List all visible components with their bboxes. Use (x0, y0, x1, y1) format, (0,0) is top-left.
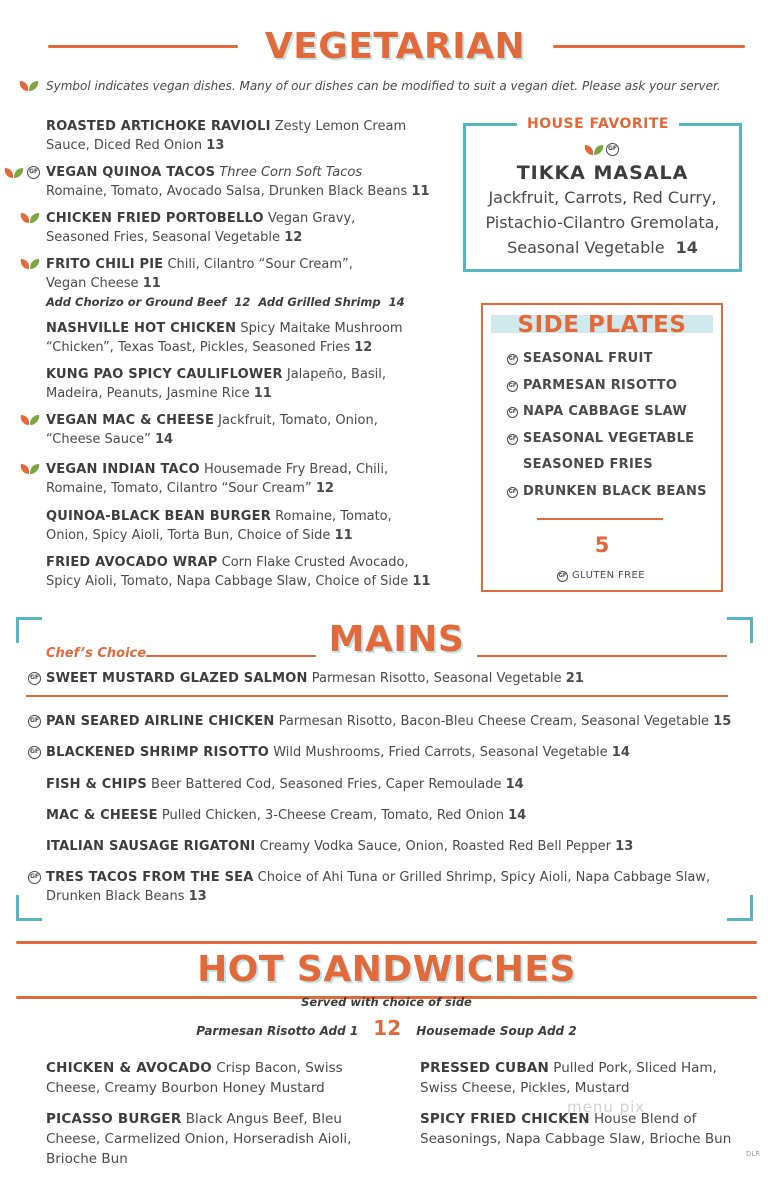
side-plates-title: SIDE PLATES (517, 312, 687, 338)
item-name: CHICKEN & AVOCADO (46, 1060, 212, 1076)
side-plates-rule (537, 518, 663, 520)
gf-circle-icon: GF (27, 166, 40, 179)
item-name: SWEET MUSTARD GLAZED SALMON (46, 671, 308, 686)
item-line1 (46, 775, 756, 794)
leaf-icon (19, 413, 41, 427)
gf-circle-icon: GF (507, 487, 518, 498)
item-desc: Romaine, Tomato, (275, 509, 392, 524)
item-line1 (46, 669, 756, 688)
gf-circle-icon: GF (28, 871, 41, 884)
chefs-choice-rule (26, 695, 728, 697)
item-line2 (46, 479, 456, 498)
item-desc: Beer Battered Cod, Seasoned Fries, Caper Remoulade (151, 777, 502, 792)
menu-item (46, 163, 456, 201)
item-line2 (46, 384, 456, 403)
item-price: 11 (412, 574, 431, 589)
item-desc: Chili, Cilantro “Sour Cream”, (167, 257, 353, 272)
item-line1 (46, 460, 456, 479)
item-price: 14 (508, 808, 527, 823)
vegan-note: Symbol indicates vegan dishes. Many of our dishes can be modified to suit a vegan diet. Please ask your server. (46, 79, 721, 93)
item-line2 (46, 526, 456, 545)
item-desc: Madeira, Peanuts, Jasmine Rice (46, 386, 250, 401)
sandwich-item (420, 1058, 750, 1098)
item-line2: Seasonings, Napa Cabbage Slaw, Brioche Bun (420, 1131, 732, 1147)
item-desc: Romaine, Tomato, Cilantro “Sour Cream” (46, 481, 312, 496)
item-price: 12 (284, 230, 303, 245)
item-desc: Corn Flake Crusted Avocado, (221, 555, 409, 570)
house-favorite-line2: Pistachio-Cilantro Gremolata, (485, 213, 720, 232)
item-line1 (46, 255, 456, 274)
item-name: PAN SEARED AIRLINE CHICKEN (46, 714, 275, 729)
menu-item (46, 553, 456, 591)
item-name: QUINOA-BLACK BEAN BURGER (46, 509, 271, 524)
item-line1 (46, 553, 456, 572)
item-price: 21 (565, 671, 584, 686)
sandwiches-rule-top (16, 941, 757, 944)
house-favorite-line3-wrap (466, 238, 739, 257)
item-price: 11 (142, 276, 161, 291)
side-plate-item: SEASONAL VEGETABLE (523, 431, 695, 446)
sandwiches-subtitle: Served with choice of side (301, 995, 472, 1009)
item-line2 (46, 274, 456, 293)
item-name: ROASTED ARTICHOKE RAVIOLI (46, 119, 271, 134)
item-desc: Housemade Fry Bread, Chili, (203, 462, 389, 477)
item-name: FISH & CHIPS (46, 777, 147, 792)
menu-item (46, 209, 456, 247)
item-extra-text: Add Chorizo or Ground Beef 12 Add Grilled Shrimp 14 (46, 295, 405, 309)
item-name: PICASSO BURGER (46, 1111, 182, 1127)
item-price: 12 (354, 340, 373, 355)
item-desc: Pulled Pork, Sliced Ham, (553, 1060, 717, 1076)
item-price: 14 (505, 777, 524, 792)
sandwich-item (46, 1109, 376, 1169)
item-desc: Parmesan Risotto, Bacon-Bleu Cheese Cream, Seasonal Vegetable (278, 714, 710, 729)
item-line1 (46, 1109, 376, 1129)
gf-circle-icon: GF (606, 143, 619, 156)
item-desc: Spicy Maitake Mushroom (240, 321, 403, 336)
sandwiches-price: 12 (373, 1016, 402, 1040)
item-line1 (46, 319, 456, 338)
menu-item (46, 460, 456, 498)
item-line1 (46, 868, 756, 887)
sandwich-item (420, 1109, 750, 1149)
item-line1 (420, 1058, 750, 1078)
item-line1 (46, 365, 456, 384)
item-desc: Vegan Gravy, (267, 211, 356, 226)
item-line3: Brioche Bun (46, 1151, 128, 1167)
menu-item (46, 411, 456, 449)
addon-left: Parmesan Risotto Add 1 (196, 1024, 359, 1038)
item-desc: Jackfruit, Tomato, Onion, (218, 413, 378, 428)
item-desc: Wild Mushrooms, Fried Carrots, Seasonal Vegetable (273, 745, 608, 760)
item-desc: Zesty Lemon Cream (274, 119, 407, 134)
vegetarian-rule-left (48, 45, 238, 48)
item-name: VEGAN INDIAN TACO (46, 462, 200, 477)
item-line1 (46, 163, 456, 182)
item-desc: Jalapeño, Basil, (286, 367, 386, 382)
item-desc: Choice of Ahi Tuna or Grilled Shrimp, Spicy Aioli, Napa Cabbage Slaw, (257, 870, 711, 885)
item-name: ITALIAN SAUSAGE RIGATONI (46, 839, 256, 854)
sandwiches-addon-row (16, 1016, 757, 1040)
item-desc: House Blend of (594, 1111, 697, 1127)
side-plate-item: SEASONED FRIES (523, 457, 653, 472)
leaf-icon (3, 166, 25, 180)
side-plates-price: 5 (594, 533, 610, 557)
item-line1 (420, 1109, 750, 1129)
item-price: 13 (188, 889, 207, 904)
sandwiches-title: HOT SANDWICHES (197, 949, 576, 990)
item-line1 (46, 411, 456, 430)
leaf-icon (19, 257, 41, 271)
leaf-icon (18, 79, 40, 93)
item-line1 (46, 712, 756, 731)
item-name: PRESSED CUBAN (420, 1060, 549, 1076)
gf-circle-icon: GF (28, 672, 41, 685)
item-line2 (46, 338, 456, 357)
item-price: 13 (206, 138, 225, 153)
addon-right: Housemade Soup Add 2 (416, 1024, 577, 1038)
menu-item (46, 255, 456, 312)
gf-circle-icon: GF (507, 434, 518, 445)
item-line2: Cheese, Carmelized Onion, Horseradish Aioli, (46, 1131, 352, 1147)
item-price: 11 (334, 528, 353, 543)
item-line1 (46, 507, 456, 526)
side-plate-item: DRUNKEN BLACK BEANS (523, 484, 707, 499)
chefs-choice-label: Chef’s Choice (46, 646, 147, 661)
item-line2: Swiss Cheese, Pickles, Mustard (420, 1080, 630, 1096)
item-line2 (46, 572, 456, 591)
main-item (46, 712, 756, 731)
item-name: KUNG PAO SPICY CAULIFLOWER (46, 367, 283, 382)
gf-circle-icon: GF (28, 715, 41, 728)
house-favorite-line1: Jackfruit, Carrots, Red Curry, (488, 188, 717, 207)
main-item (46, 806, 756, 825)
item-desc: Black Angus Beef, Bleu (185, 1111, 342, 1127)
item-name: TRES TACOS FROM THE SEA (46, 870, 254, 885)
item-name: VEGAN MAC & CHEESE (46, 413, 215, 428)
side-plate-item: PARMESAN RISOTTO (523, 378, 678, 393)
side-plate-item: NAPA CABBAGE SLAW (523, 404, 687, 419)
gf-circle-icon: GF (557, 571, 568, 582)
item-desc: Spicy Aioli, Tomato, Napa Cabbage Slaw, Choice of Side (46, 574, 409, 589)
item-desc: Creamy Vodka Sauce, Onion, Roasted Red Bell Pepper (259, 839, 612, 854)
main-item (46, 868, 756, 906)
main-item (46, 775, 756, 794)
item-line1 (46, 1058, 376, 1078)
item-desc: Seasoned Fries, Seasonal Vegetable (46, 230, 281, 245)
vegetarian-title: VEGETARIAN (264, 26, 526, 67)
item-name: CHICKEN FRIED PORTOBELLO (46, 211, 264, 226)
house-favorite-line3: Seasonal Vegetable (507, 238, 665, 257)
item-extra (46, 293, 456, 312)
item-price: 14 (154, 432, 174, 447)
mains-rule-left (146, 655, 316, 657)
mains-title: MAINS (328, 619, 465, 660)
item-line1 (46, 209, 456, 228)
leaf-icon (19, 211, 41, 225)
house-favorite-label: HOUSE FAVORITE (517, 116, 679, 132)
item-name: BLACKENED SHRIMP RISOTTO (46, 745, 270, 760)
leaf-icon (19, 462, 41, 476)
gf-circle-icon: GF (28, 746, 41, 759)
item-price: 11 (253, 386, 272, 401)
item-price: 15 (713, 714, 732, 729)
page-mark: DLR (746, 1150, 761, 1158)
house-favorite-name: TIKKA MASALA (516, 162, 689, 184)
watermark: menu pix (567, 1098, 646, 1116)
item-desc: Parmesan Risotto, Seasonal Vegetable (311, 671, 562, 686)
item-desc: Three Corn Soft Tacos (219, 165, 363, 180)
item-desc: Vegan Cheese (46, 276, 139, 291)
item-line2 (46, 182, 456, 201)
item-line2 (46, 136, 456, 155)
item-name: FRIED AVOCADO WRAP (46, 555, 218, 570)
item-desc: Crisp Bacon, Swiss (216, 1060, 343, 1076)
item-name: MAC & CHEESE (46, 808, 158, 823)
main-item (46, 837, 756, 856)
main-item (46, 743, 756, 762)
item-line2: Cheese, Creamy Bourbon Honey Mustard (46, 1080, 325, 1096)
item-name: VEGAN QUINOA TACOS (46, 165, 216, 180)
item-desc: “Cheese Sauce” (46, 432, 151, 447)
item-desc: Sauce, Diced Red Onion (46, 138, 203, 153)
item-desc: “Chicken”, Texas Toast, Pickles, Seasoned Fries (46, 340, 351, 355)
house-favorite-price: 14 (675, 238, 698, 257)
gluten-free-label: GLUTEN FREE (572, 570, 645, 581)
item-name: NASHVILLE HOT CHICKEN (46, 321, 237, 336)
item-price: 14 (611, 745, 630, 760)
item-desc: Pulled Chicken, 3-Cheese Cream, Tomato, Red Onion (161, 808, 504, 823)
menu-item (46, 319, 456, 357)
item-name: FRITO CHILI PIE (46, 257, 164, 272)
gf-circle-icon: GF (507, 381, 518, 392)
item-price: 12 (315, 481, 334, 496)
mains-bracket-top-left (16, 617, 42, 643)
item-price: 11 (411, 184, 430, 199)
menu-item (46, 365, 456, 403)
item-line1 (46, 806, 756, 825)
sandwich-item (46, 1058, 376, 1098)
item-line1 (46, 117, 456, 136)
item-name: SPICY FRIED CHICKEN (420, 1111, 590, 1127)
item-desc: Drunken Black Beans (46, 889, 185, 904)
leaf-icon (583, 143, 605, 157)
item-line1 (46, 837, 756, 856)
mains-bracket-bottom-left (16, 895, 42, 921)
item-line1 (46, 743, 756, 762)
mains-rule-right (477, 655, 727, 657)
menu-item (46, 117, 456, 155)
mains-bracket-top-right (727, 617, 753, 643)
menu-item (46, 507, 456, 545)
item-desc: Romaine, Tomato, Avocado Salsa, Drunken Black Beans (46, 184, 408, 199)
gf-circle-icon: GF (507, 407, 518, 418)
item-line2 (46, 430, 456, 449)
item-price: 13 (615, 839, 634, 854)
side-plate-item: SEASONAL FRUIT (523, 351, 653, 366)
gf-circle-icon: GF (507, 354, 518, 365)
item-line2 (46, 228, 456, 247)
item-desc: Onion, Spicy Aioli, Torta Bun, Choice of Side (46, 528, 331, 543)
vegetarian-rule-right (553, 45, 745, 48)
item-line2 (46, 887, 756, 906)
main-item (46, 669, 756, 688)
